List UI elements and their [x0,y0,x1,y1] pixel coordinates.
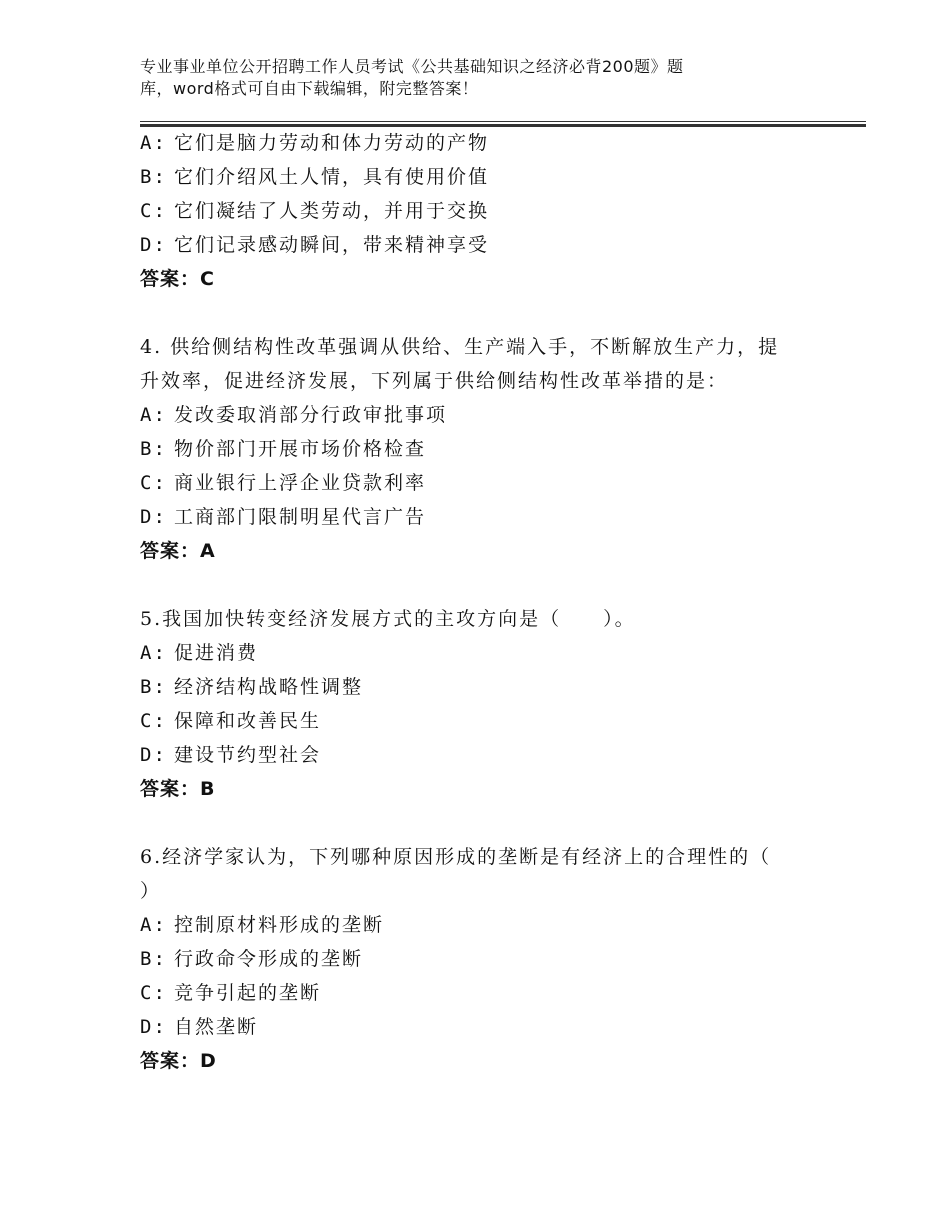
option-text: 商业银行上浮企业贷款利率 [174,472,427,494]
option-prefix: C: [140,200,167,222]
option-text: 自然垄断 [174,1016,259,1038]
option-prefix: B: [140,438,167,460]
option-prefix: A: [140,642,167,664]
option-a [140,126,820,160]
option-prefix: D: [140,1016,167,1038]
option-a [140,398,820,432]
header-line-2: 库，word格式可自由下载编辑，附完整答案！ [140,79,479,98]
option-a [140,908,820,942]
option-d [140,500,820,534]
option-prefix: D: [140,234,167,256]
option-prefix: B: [140,676,167,698]
question-3 [140,126,820,296]
option-text: 促进消费 [174,642,259,664]
option-a [140,636,820,670]
question-6 [140,840,820,1078]
option-text: 工商部门限制明星代言广告 [174,506,427,528]
question-stem-line: 6.经济学家认为，下列哪种原因形成的垄断是有经济上的合理性的（ [140,846,772,868]
option-d [140,1010,820,1044]
option-text: 保障和改善民生 [174,710,322,732]
option-text: 控制原材料形成的垄断 [174,914,385,936]
option-text: 建设节约型社会 [174,744,322,766]
option-prefix: A: [140,914,167,936]
option-c [140,704,820,738]
option-prefix: A: [140,404,167,426]
option-c [140,194,820,228]
spacer [140,806,820,840]
question-list [140,126,820,1078]
option-text: 行政命令形成的垄断 [174,948,364,970]
option-d [140,228,820,262]
option-prefix: A: [140,132,167,154]
option-prefix: D: [140,744,167,766]
option-text: 物价部门开展市场价格检查 [174,438,427,460]
spacer [140,568,820,602]
answer-label: 答案：A [140,540,216,562]
option-prefix: B: [140,166,167,188]
question-stem-line: 5.我国加快转变经济发展方式的主攻方向是（ ）。 [140,608,636,630]
option-b [140,432,820,466]
option-text: 它们介绍风土人情，具有使用价值 [174,166,490,188]
option-prefix: D: [140,506,167,528]
option-text: 它们凝结了人类劳动，并用于交换 [174,200,490,222]
option-d [140,738,820,772]
option-b [140,670,820,704]
option-prefix: B: [140,948,167,970]
option-text: 竞争引起的垄断 [174,982,322,1004]
option-text: 发改委取消部分行政审批事项 [174,404,448,426]
option-prefix: C: [140,472,167,494]
header-line-1: 专业事业单位公开招聘工作人员考试《公共基础知识之经济必背200题》题 [140,57,684,76]
option-prefix: C: [140,982,167,1004]
question-5 [140,602,820,806]
question-stem-line: ） [140,880,162,902]
spacer [140,296,820,330]
option-c [140,976,820,1010]
question-stem-line: 4. 供给侧结构性改革强调从供给、生产端入手，不断解放生产力，提 [140,336,780,358]
answer-label: 答案：C [140,268,215,290]
question-4 [140,330,820,568]
document-header [140,56,780,100]
option-b [140,160,820,194]
answer-label: 答案：D [140,1050,217,1072]
option-text: 它们是脑力劳动和体力劳动的产物 [174,132,490,154]
header-rule-thin [140,121,866,122]
question-stem-line: 升效率，促进经济发展，下列属于供给侧结构性改革举措的是： [140,370,729,392]
option-b [140,942,820,976]
option-prefix: C: [140,710,167,732]
option-text: 它们记录感动瞬间，带来精神享受 [174,234,490,256]
option-text: 经济结构战略性调整 [174,676,364,698]
answer-label: 答案：B [140,778,216,800]
option-c [140,466,820,500]
